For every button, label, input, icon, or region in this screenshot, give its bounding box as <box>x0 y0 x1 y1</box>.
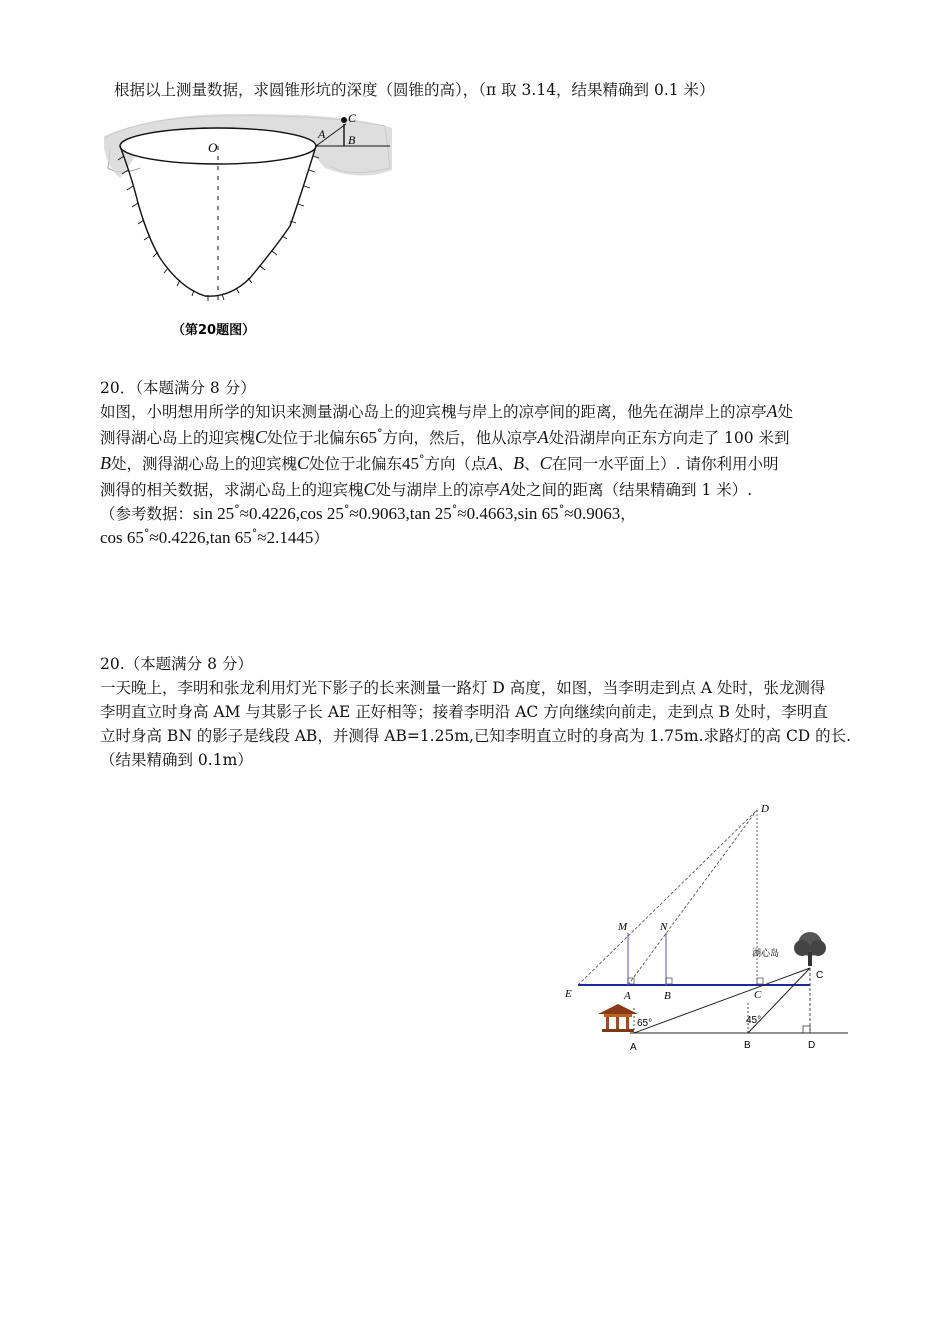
var-c: C <box>297 453 310 473</box>
q1-l3b: 处位于北偏东 <box>309 455 403 473</box>
lamp-and-lake-figure <box>560 798 860 1058</box>
deg-sign: ° <box>451 503 458 516</box>
ref-cos65-val: ≈0.4226, <box>149 528 210 547</box>
q1-line3 <box>100 452 778 474</box>
q1-header: 20．（本题满分 8 分） <box>100 379 256 397</box>
var-c: C <box>363 479 376 499</box>
ref-tan65: tan 65 <box>209 528 252 547</box>
q2-line1: 一天晚上，李明和张龙利用灯光下影子的长来测量一路灯 D 高度，如图，当李明走到点 A 处时，张龙测得 <box>100 679 826 697</box>
q2-line3: 立时身高 BN 的影子是线段 AB，并测得 AB=1.25m,已知李明直立时的身高为 1.75m.求路灯的高 CD 的长. <box>100 727 852 745</box>
ref-sin65-val: ≈0.9063 <box>564 504 621 523</box>
q1-l3a: 处，测得湖心岛上的迎宾槐 <box>111 455 298 473</box>
q1-l3c: 方向（点 <box>424 455 487 473</box>
pavilion-icon <box>598 1004 638 1032</box>
q1-l4c: 处之间的距离（结果精确到 1 米）. <box>510 481 753 499</box>
lake-figure <box>598 932 848 1053</box>
label-c: C <box>348 111 357 125</box>
q1-l1a: 如图，小明想用所学的知识来测量湖心岛上的迎宾槐与岸上的凉亭间的距离，他先在湖岸上的凉亭 <box>100 403 767 421</box>
q1-line4 <box>100 478 752 500</box>
label-a2: A <box>630 1042 637 1053</box>
ref-sin65: sin 65 <box>517 504 559 523</box>
angle-45: 45 <box>402 454 420 473</box>
right-angle-d <box>803 1026 810 1033</box>
label-b: B <box>664 990 671 1002</box>
figure-caption: （第20题图） <box>172 323 256 338</box>
var-a: A <box>499 479 511 499</box>
label-c: C <box>754 989 762 1001</box>
var-b: B <box>100 453 111 473</box>
q1-l2b: 处位于北偏东 <box>267 429 361 447</box>
ref-tan65-val: ≈2.1445 <box>257 528 314 547</box>
q1-ref-line2 <box>100 526 329 548</box>
ref-cos25: cos 25 <box>299 504 344 523</box>
label-c2: C <box>816 970 824 981</box>
ref-suffix: ） <box>313 529 329 547</box>
angle-65: 65 <box>360 428 378 447</box>
q1-l4b: 处与湖岸上的凉亭 <box>375 481 500 499</box>
deg-sign: ° <box>419 453 425 466</box>
ref-prefix: （参考数据： <box>100 505 194 523</box>
q1-line1 <box>100 400 793 422</box>
label-b: B <box>348 133 356 147</box>
label-d2: D <box>808 1040 816 1051</box>
q1-l1b: 处 <box>777 403 794 421</box>
right-angle-c <box>757 978 763 984</box>
cone-pit-figure <box>100 108 400 344</box>
ray-a-c <box>634 968 810 1033</box>
ref-tan25: tan 25 <box>409 504 452 523</box>
deg-sign: ° <box>234 503 240 516</box>
q2-line2: 李明直立时身高 AM 与其影子长 AE 正好相等；接着李明沿 AC 方向继续向前走，走到点 B 处时，李明直 <box>100 703 828 721</box>
sep: 、 <box>497 455 514 473</box>
deg-sign: ° <box>143 527 150 540</box>
sep: 、 <box>524 455 540 473</box>
tree-icon <box>794 932 826 966</box>
q1-l2c: 方向，然后，他从凉亭 <box>382 429 538 447</box>
label-b2: B <box>744 1040 751 1051</box>
q1-l2d: 处沿湖岸向正东方向走了 100 米到 <box>548 429 790 447</box>
q1-l3e: 在同一水平面上）. 请你利用小明 <box>551 455 779 473</box>
deg-sign: ° <box>377 427 383 440</box>
deg-sign: ° <box>558 503 565 516</box>
person-head <box>341 117 347 123</box>
label-m: M <box>618 921 628 933</box>
q1-l2a: 测得湖心岛上的迎宾槐 <box>100 429 256 447</box>
ref-sep: ， <box>620 505 636 523</box>
shadow-ray-e <box>578 810 757 985</box>
q2-header: 20.（本题满分 8 分） <box>100 655 253 673</box>
q1-l4a: 测得的相关数据，求湖心岛上的迎宾槐 <box>100 481 364 499</box>
ref-sin25: sin 25 <box>193 504 235 523</box>
label-e: E <box>565 988 572 1000</box>
var-c: C <box>255 427 268 447</box>
var-c: C <box>539 453 552 473</box>
intro-text: 根据以上测量数据，求圆锥形坑的深度（圆锥的高），（π 取 3.14，结果精确到 0.1 米） <box>114 81 715 99</box>
var-b: B <box>513 453 525 473</box>
right-angle-b <box>666 978 672 984</box>
label-o: O <box>208 140 218 155</box>
var-a: A <box>537 427 549 447</box>
ref-sin25-val: ≈0.4226, <box>239 504 300 523</box>
var-a: A <box>486 453 498 473</box>
ref-cos65: cos 65 <box>100 528 144 547</box>
deg-sign: ° <box>343 503 350 516</box>
shadow-ray-a <box>628 810 757 985</box>
ref-tan25-val: ≈0.4663, <box>457 504 518 523</box>
var-a: A <box>766 401 778 421</box>
q2-line4: （结果精确到 0.1m） <box>100 751 253 769</box>
ref-cos25-val: ≈0.9063, <box>349 504 410 523</box>
right-angle-a <box>628 978 634 984</box>
label-d: D <box>761 803 769 815</box>
lamp-figure <box>564 803 810 1002</box>
angle-65-label: 65° <box>637 1018 653 1029</box>
label-n: N <box>660 921 668 933</box>
q1-ref-line1 <box>100 502 636 524</box>
label-a: A <box>624 990 631 1002</box>
label-a: A <box>318 127 326 141</box>
angle-45-label: 45° <box>746 1015 762 1026</box>
q1-line2 <box>100 426 790 448</box>
island-label: 湖心岛 <box>752 949 780 959</box>
deg-sign: ° <box>251 527 258 540</box>
